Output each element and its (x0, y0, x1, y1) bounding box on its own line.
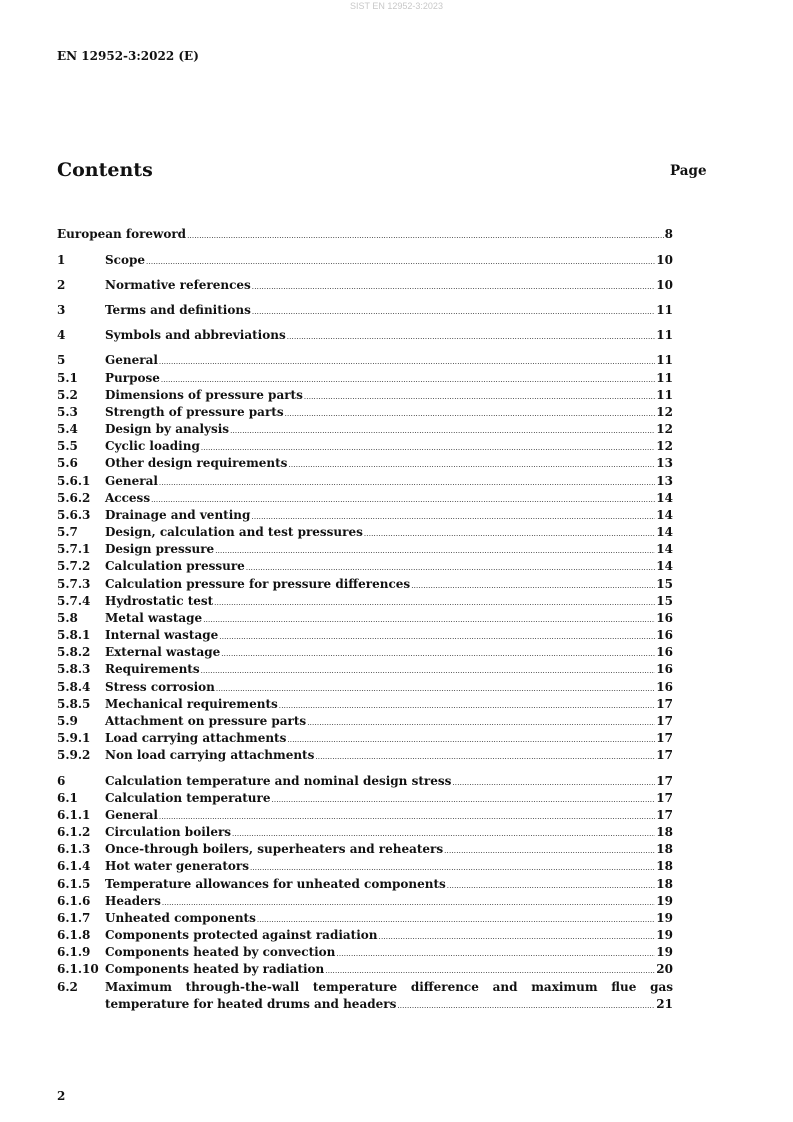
toc-entry-leader (187, 229, 664, 244)
toc-entry[interactable] (57, 748, 673, 764)
toc-entry-leader (287, 733, 655, 748)
toc-entry[interactable] (57, 371, 673, 387)
toc-entry-leader (201, 441, 655, 456)
toc-entry[interactable] (57, 405, 673, 421)
toc-entry[interactable] (57, 422, 673, 438)
toc-entry[interactable] (57, 928, 673, 944)
toc-entry-title: Stress corrosion (105, 680, 215, 694)
toc-entry[interactable] (57, 253, 673, 269)
toc-entry-page: 19 (656, 945, 673, 959)
toc-entry-page: 20 (656, 962, 673, 976)
toc-entry[interactable] (57, 945, 673, 961)
toc-entry-leader (271, 793, 655, 808)
toc-entry-number: 6.1.1 (57, 808, 91, 822)
toc-entry-number: 5.6.1 (57, 474, 91, 488)
toc-entry-number: 6.1.9 (57, 945, 91, 959)
toc-entry-leader (251, 510, 655, 525)
toc-entry[interactable] (57, 842, 673, 858)
page-number: 2 (57, 1089, 66, 1103)
toc-entry[interactable] (57, 731, 673, 747)
toc-entry-leader (315, 750, 655, 765)
toc-entry-leader (159, 476, 655, 491)
toc-entry-title: Attachment on pressure parts (105, 714, 307, 728)
toc-entry[interactable] (57, 508, 673, 524)
toc-entry-title: Calculation pressure for pressure differences (105, 577, 411, 591)
toc-entry-page: 17 (656, 731, 673, 745)
toc-entry-number: 6.1.3 (57, 842, 91, 856)
toc-entry-number: 5.9 (57, 714, 78, 728)
toc-entry-number: 6.1 (57, 791, 78, 805)
toc-entry-page: 17 (656, 791, 673, 805)
toc-entry[interactable] (57, 525, 673, 541)
toc-entry-leader (161, 373, 655, 388)
toc-entry-title: Calculation pressure (105, 559, 245, 573)
toc-entry[interactable] (57, 894, 673, 910)
toc-entry-number: 6.1.7 (57, 911, 91, 925)
toc-entry-page: 10 (656, 253, 673, 267)
toc-entry[interactable] (57, 278, 673, 294)
toc-entry-leader (162, 896, 655, 911)
toc-entry-page: 17 (656, 774, 673, 788)
toc-entry-number: 5.8 (57, 611, 78, 625)
toc-entry-page: 15 (656, 594, 673, 608)
toc-entry-page: 17 (656, 748, 673, 762)
toc-entry[interactable] (57, 456, 673, 472)
toc-entry-number: 6.1.4 (57, 859, 91, 873)
toc-entry-page: 13 (656, 456, 673, 470)
toc-entry-title: Symbols and abbreviations (105, 328, 286, 342)
toc-entry-page: 17 (656, 714, 673, 728)
toc-entry-leader (444, 844, 655, 859)
toc-entry-page: 18 (656, 825, 673, 839)
toc-entry-title: Strength of pressure parts (105, 405, 284, 419)
toc-entry-leader (379, 930, 656, 945)
toc-entry-number: 6.1.6 (57, 894, 91, 908)
toc-entry-page: 11 (656, 388, 673, 402)
toc-entry[interactable] (57, 491, 673, 507)
toc-entry-page: 21 (656, 997, 673, 1011)
toc-entry-title: Hydrostatic test (105, 594, 214, 608)
toc-entry-leader (411, 579, 655, 594)
toc-entry-number: 6.1.10 (57, 962, 99, 976)
toc-entry-number: 5.4 (57, 422, 78, 436)
toc-entry-number: 6.1.5 (57, 877, 91, 891)
toc-entry-page: 17 (656, 808, 673, 822)
toc-entry-title: Calculation temperature and nominal design stress (105, 774, 452, 788)
toc-entry-page: 14 (656, 525, 673, 539)
toc-entry-page: 12 (656, 439, 673, 453)
toc-entry[interactable] (57, 628, 673, 644)
toc-entry[interactable] (57, 542, 673, 558)
toc-entry-number: 5.7.2 (57, 559, 91, 573)
toc-entry-page: 13 (656, 474, 673, 488)
toc-entry-leader (246, 561, 655, 576)
toc-entry-number: 6.1.2 (57, 825, 91, 839)
toc-entry-leader (230, 424, 655, 439)
toc-entry-page: 16 (656, 611, 673, 625)
toc-entry-title: Design pressure (105, 542, 215, 556)
toc-entry-title: Scope (105, 253, 146, 267)
toc-entry-number: 5.6 (57, 456, 78, 470)
toc-entry-leader (159, 810, 655, 825)
toc-entry-leader (221, 647, 655, 662)
toc-entry-number: 5.7.3 (57, 577, 91, 591)
toc-entry[interactable] (57, 645, 673, 661)
toc-entry-page: 14 (656, 491, 673, 505)
toc-entry-number: 5.8.2 (57, 645, 91, 659)
toc-entry-leader (252, 280, 656, 295)
toc-entry-title: Cyclic loading (105, 439, 200, 453)
toc-entry-page: 14 (656, 559, 673, 573)
toc-entry-number: 5.8.4 (57, 680, 91, 694)
toc-entry-page: 12 (656, 405, 673, 419)
toc-entry[interactable] (57, 439, 673, 455)
toc-entry[interactable] (57, 980, 673, 1014)
toc-entry-page: 16 (656, 662, 673, 676)
toc-entry-title-line1: Maximum through-the-wall temperature difference and maximum flue gas (105, 980, 673, 994)
toc-entry-page: 11 (656, 353, 673, 367)
toc-entry[interactable] (57, 962, 673, 978)
toc-entry-title: Dimensions of pressure parts (105, 388, 303, 402)
toc-entry-number: 4 (57, 328, 66, 342)
toc-entry-leader (397, 999, 655, 1014)
toc-entry-title-line2: temperature for heated drums and headers (105, 997, 397, 1011)
toc-entry-page: 11 (656, 371, 673, 385)
toc-entry-title: General (105, 474, 158, 488)
toc-entry-page: 14 (656, 508, 673, 522)
toc-entry-page: 19 (656, 894, 673, 908)
toc-entry-number: 6.1.8 (57, 928, 91, 942)
toc-entry-leader (304, 390, 655, 405)
toc-entry-title: Internal wastage (105, 628, 219, 642)
toc-entry-number: 5.6.3 (57, 508, 91, 522)
document-id: EN 12952-3:2022 (E) (57, 49, 199, 63)
toc-entry-title: Calculation temperature (105, 791, 271, 805)
toc-entry-number: 5.3 (57, 405, 78, 419)
toc-entry-title: Once-through boilers, superheaters and reheaters (105, 842, 444, 856)
toc-entry[interactable] (57, 611, 673, 627)
toc-entry-title: Components protected against radiation (105, 928, 378, 942)
toc-entry-page: 16 (656, 628, 673, 642)
toc-entry-leader (288, 458, 655, 473)
toc-entry-number: 5.8.3 (57, 662, 91, 676)
toc-entry-number: 6.2 (57, 980, 78, 994)
toc-entry-leader (214, 596, 655, 611)
toc-entry-title: Other design requirements (105, 456, 288, 470)
toc-entry-title: Terms and definitions (105, 303, 251, 317)
toc-entry[interactable] (57, 808, 673, 824)
toc-entry-page: 19 (656, 928, 673, 942)
toc-entry-title: Access (105, 491, 151, 505)
toc-entry-leader (203, 613, 655, 628)
toc-entry-title: Mechanical requirements (105, 697, 278, 711)
toc-entry-leader (146, 255, 655, 270)
toc-entry[interactable] (57, 680, 673, 696)
toc-entry-page: 16 (656, 680, 673, 694)
contents-title: Contents (57, 159, 153, 181)
toc-entry-leader (287, 330, 656, 345)
toc-entry-title: Temperature allowances for unheated components (105, 877, 446, 891)
toc-entry-number: 5.6.2 (57, 491, 91, 505)
toc-entry[interactable] (57, 714, 673, 730)
toc-entry-title: Circulation boilers (105, 825, 232, 839)
toc-entry-number: 5 (57, 353, 66, 367)
toc-entry-page: 10 (656, 278, 673, 292)
toc-entry-number: 2 (57, 278, 66, 292)
toc-entry[interactable] (57, 577, 673, 593)
toc-entry-title: General (105, 353, 158, 367)
toc-entry-title: Purpose (105, 371, 160, 385)
toc-entry-title: Components heated by radiation (105, 962, 325, 976)
toc-entry-title: Design, calculation and test pressures (105, 525, 363, 539)
toc-entry-leader (307, 716, 655, 731)
toc-entry-leader (250, 861, 655, 876)
toc-entry-leader (447, 879, 656, 894)
toc-entry-number: 5.7 (57, 525, 78, 539)
toc-entry-leader (325, 964, 655, 979)
toc-entry-leader (232, 827, 655, 842)
toc-entry[interactable] (57, 474, 673, 490)
toc-entry-title: Drainage and venting (105, 508, 251, 522)
toc-entry-leader (452, 776, 655, 791)
toc-entry-page: 11 (656, 328, 673, 342)
toc-entry-number: 5.2 (57, 388, 78, 402)
toc-entry-leader (219, 630, 655, 645)
toc-entry[interactable] (57, 877, 673, 893)
toc-entry-page: 17 (656, 697, 673, 711)
toc-entry-page: 14 (656, 542, 673, 556)
toc-entry[interactable] (57, 559, 673, 575)
toc-entry-title: Hot water generators (105, 859, 249, 873)
toc-entry-title: Metal wastage (105, 611, 203, 625)
toc-entry-leader (285, 407, 656, 422)
toc-entry[interactable] (57, 791, 673, 807)
toc-entry-leader (201, 664, 656, 679)
toc-entry[interactable] (57, 774, 673, 790)
toc-entry[interactable] (57, 303, 673, 319)
toc-entry-title: General (105, 808, 158, 822)
toc-entry-leader (215, 544, 655, 559)
toc-entry-leader (279, 699, 656, 714)
toc-entry-page: 18 (656, 859, 673, 873)
toc-entry-leader (216, 682, 655, 697)
toc-entry-number: 5.8.5 (57, 697, 91, 711)
toc-entry-title: Headers (105, 894, 161, 908)
toc-entry[interactable] (57, 697, 673, 713)
toc-entry-title: Unheated components (105, 911, 256, 925)
toc-entry[interactable] (57, 859, 673, 875)
toc-entry-title: Design by analysis (105, 422, 230, 436)
toc-entry-leader (364, 527, 655, 542)
toc-entry[interactable] (57, 388, 673, 404)
toc-entry-title: Non load carrying attachments (105, 748, 315, 762)
toc-entry-leader (151, 493, 655, 508)
page-column-label: Page (670, 163, 707, 179)
toc-entry-number: 3 (57, 303, 66, 317)
toc-entry-title: Normative references (105, 278, 251, 292)
toc-entry-number: 5.7.4 (57, 594, 91, 608)
toc-entry[interactable] (57, 825, 673, 841)
toc-entry-leader (336, 947, 655, 962)
toc-entry-page: 11 (656, 303, 673, 317)
toc-entry[interactable] (57, 594, 673, 610)
toc-entry-number: 1 (57, 253, 66, 267)
toc-entry[interactable] (57, 662, 673, 678)
toc-entry-page: 12 (656, 422, 673, 436)
toc-entry-number: 5.8.1 (57, 628, 91, 642)
toc-entry-number: 5.9.1 (57, 731, 91, 745)
toc-entry-leader (257, 913, 655, 928)
watermark: SIST EN 12952-3:2023 (350, 1, 443, 11)
toc-entry-number: 5.9.2 (57, 748, 91, 762)
toc-entry-title: European foreword (57, 227, 187, 241)
toc-entry-page: 18 (656, 842, 673, 856)
toc-entry[interactable] (57, 328, 673, 344)
toc-entry-number: 5.1 (57, 371, 78, 385)
toc-entry-title: External wastage (105, 645, 221, 659)
toc-entry-number: 5.5 (57, 439, 78, 453)
toc-entry-page: 16 (656, 645, 673, 659)
toc-entry[interactable] (57, 911, 673, 927)
toc-entry-title: Requirements (105, 662, 200, 676)
toc-entry[interactable] (57, 353, 673, 369)
toc-entry-title: Load carrying attachments (105, 731, 287, 745)
toc-entry-leader (159, 355, 655, 370)
toc-entry-page: 19 (656, 911, 673, 925)
toc-entry[interactable] (57, 227, 673, 243)
toc-entry-page: 18 (656, 877, 673, 891)
toc-entry-number: 6 (57, 774, 66, 788)
toc-entry-page: 15 (656, 577, 673, 591)
toc-entry-number: 5.7.1 (57, 542, 91, 556)
toc-entry-leader (252, 305, 655, 320)
toc-entry-page: 8 (664, 227, 673, 241)
toc-entry-title: Components heated by convection (105, 945, 336, 959)
